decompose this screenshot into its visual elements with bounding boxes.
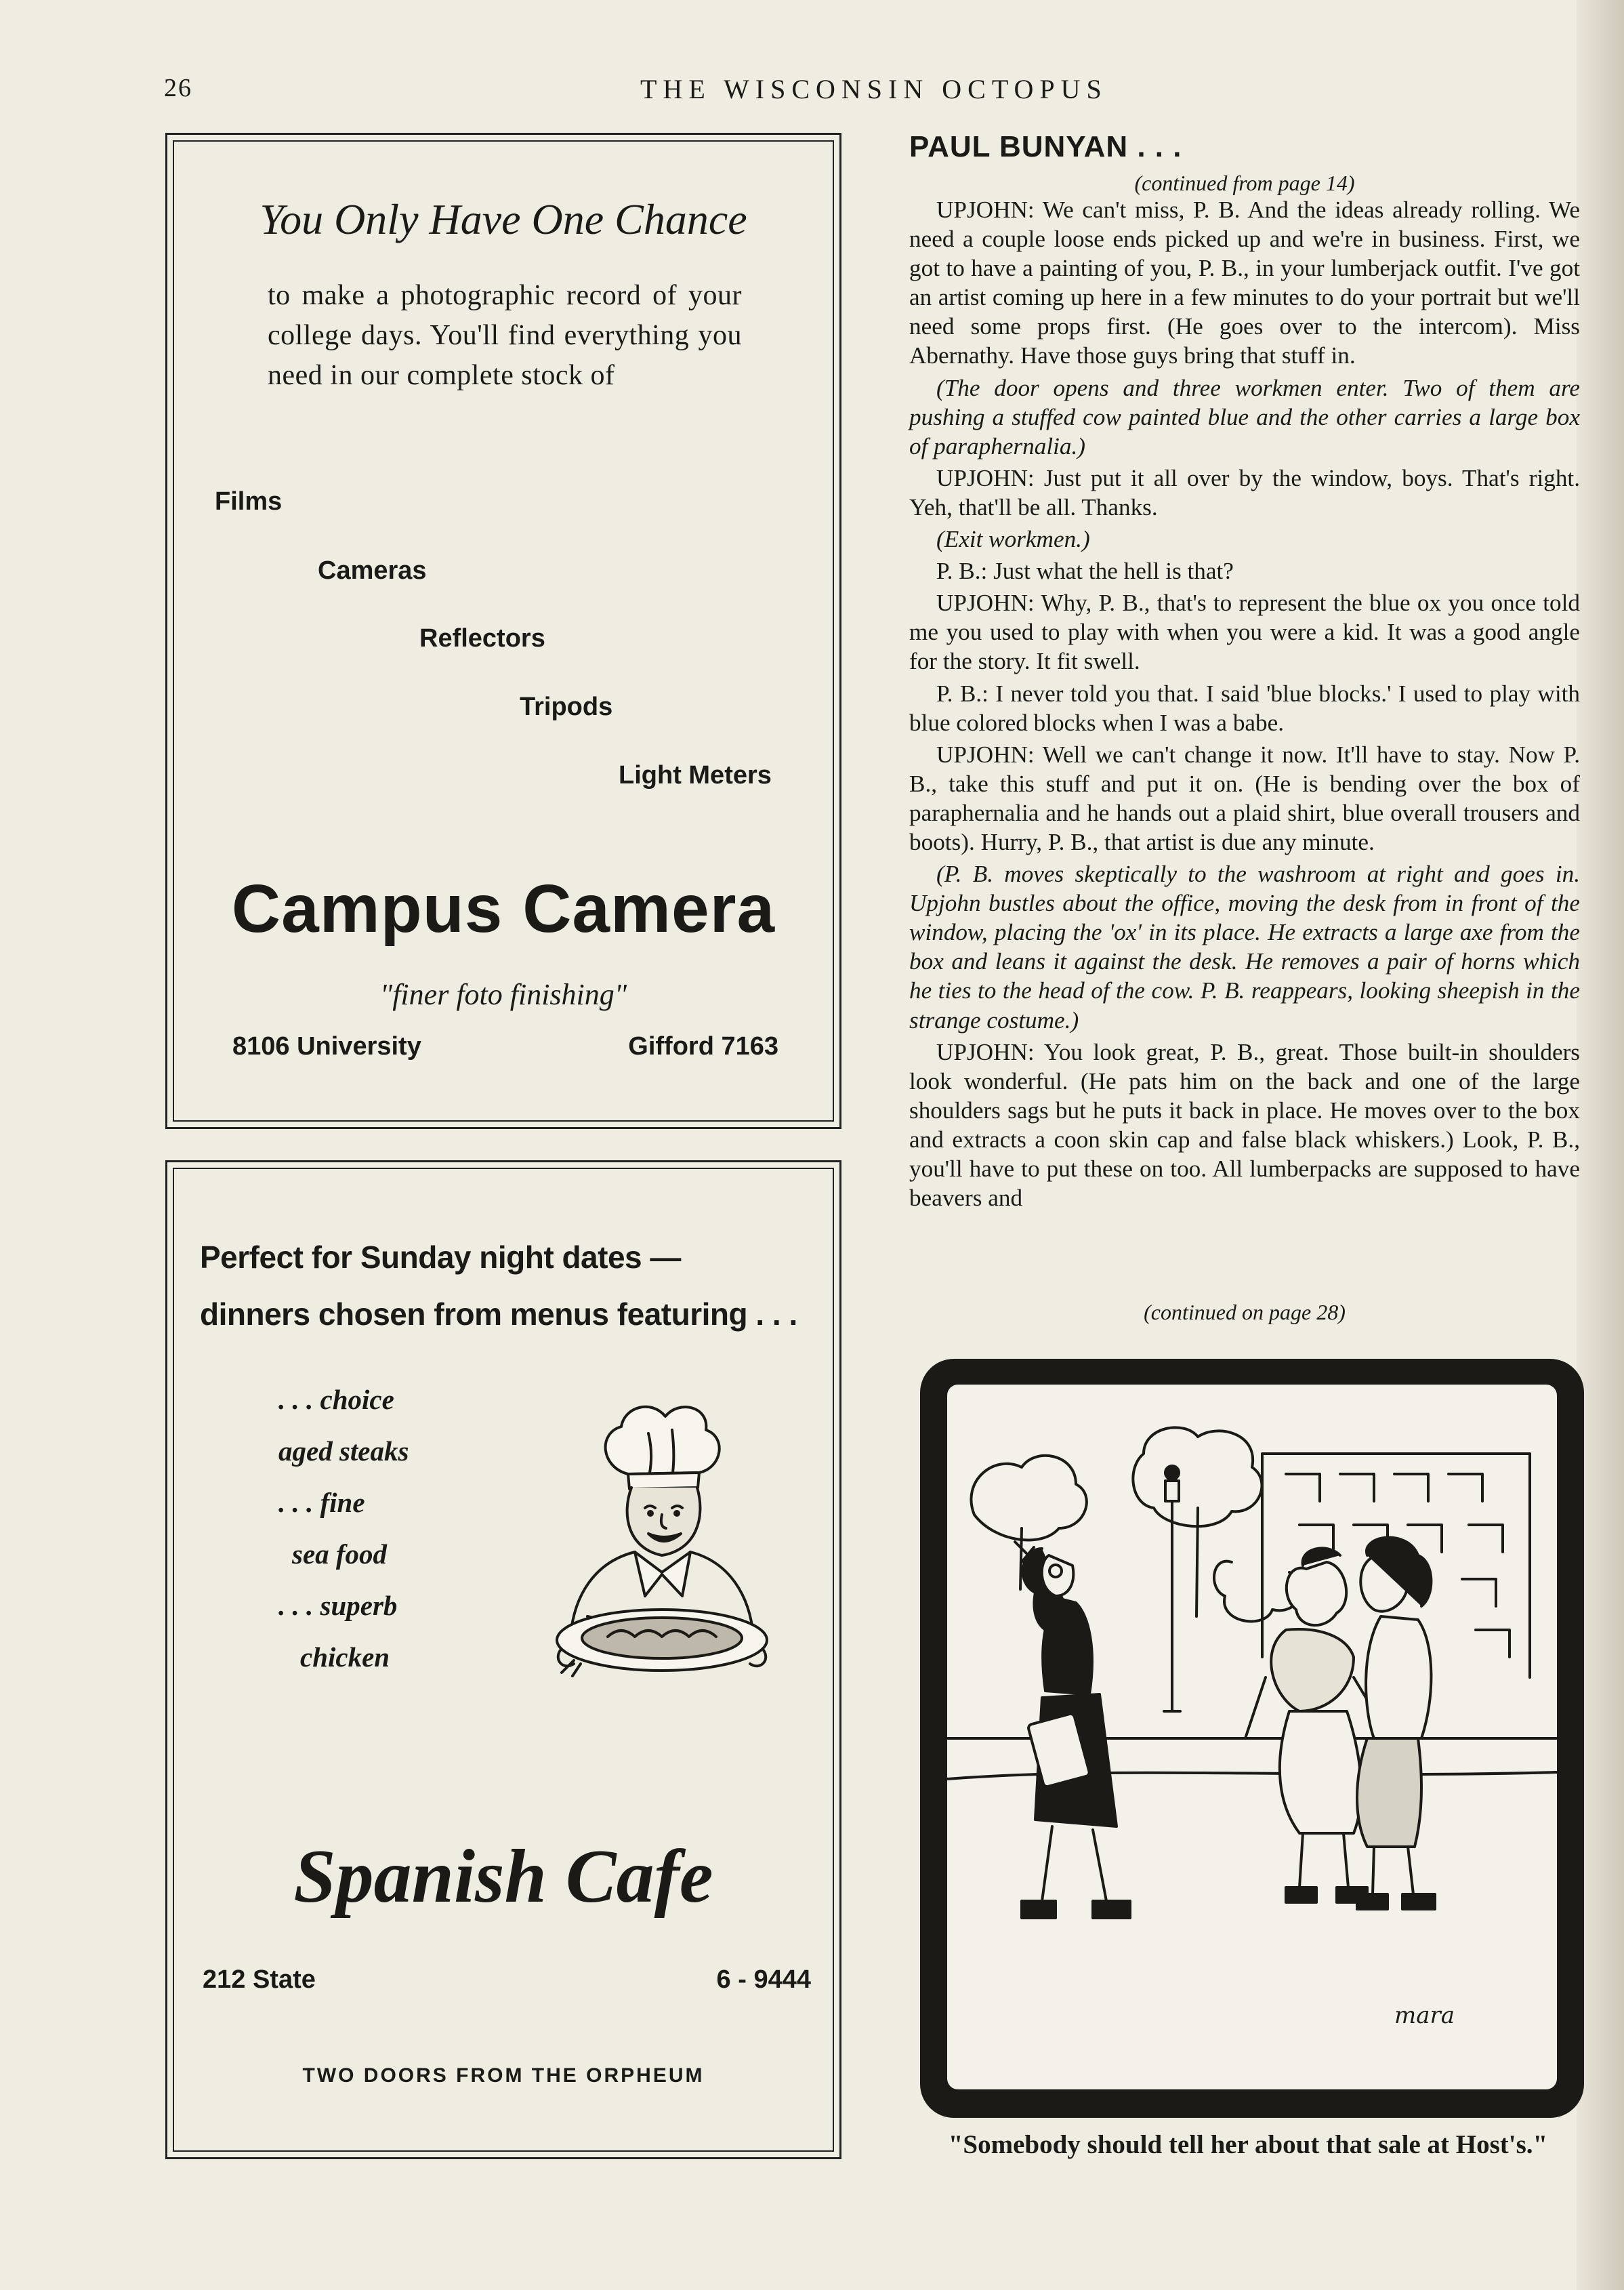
menu-line: aged steaks [278, 1435, 409, 1467]
menu-line: . . . fine [278, 1487, 365, 1518]
ad-headline-line: Perfect for Sunday night dates — [200, 1240, 681, 1275]
cartoon-illustration [920, 1359, 1584, 2118]
paragraph: UPJOHN: Just put it all over by the window, boys. That's right. Yeh, that'll be all. Thanks. [909, 464, 1580, 520]
stage-direction: (The door opens and three workmen enter. Two of them are pushing a stuffed cow painted blue and the other carries a large box of paraphernalia.) [909, 374, 1580, 459]
continued-on-note: (continued on page 28) [1144, 1300, 1346, 1324]
spanish-cafe-ad [165, 1160, 841, 2159]
menu-line: sea food [292, 1538, 388, 1570]
address: 8106 University [232, 1032, 421, 1061]
article-body [909, 195, 1580, 1215]
ad-headline: You Only Have One Chance [259, 195, 747, 243]
address: 212 State [203, 1965, 316, 1994]
paragraph: UPJOHN: We can't miss, P. B. And the ideas already rolling. We need a couple loose ends picked up and we're in business. First, we got to have a painting of you, P. B., in your lumberjack outfit. I've got an artist coming up here in a few minutes to do your portrait but we'll need some props first. (He goes over to the intercom). Miss Abernathy. Have those guys bring that stuff in. [909, 197, 1580, 369]
ad-footer: TWO DOORS FROM THE ORPHEUM [302, 2064, 705, 2087]
continued-from-note: (continued from page 14) [1134, 171, 1355, 195]
paragraph: UPJOHN: Why, P. B., that's to represent the blue ox you once told me you used to play with when you were a kid. It was a good angle for the story. It fit swell. [909, 590, 1580, 675]
page-number: 26 [164, 74, 192, 102]
product-item-films: Films [215, 487, 283, 516]
menu-line: . . . superb [278, 1590, 398, 1621]
article-title: PAUL BUNYAN . . . [909, 130, 1182, 163]
ad-body-text: to make a photographic record of your college days. You'll find everything you need in our complete stock of [268, 280, 742, 391]
product-item-tripods: Tripods [520, 693, 613, 721]
menu-line: . . . choice [278, 1384, 394, 1415]
ad-headline-line: dinners chosen from menus featuring . . . [200, 1296, 797, 1332]
product-item-light-meters: Light Meters [619, 761, 772, 790]
campus-camera-ad [165, 133, 841, 1129]
phone-number: 6 - 9444 [716, 1965, 811, 1994]
tagline: "finer foto finishing" [379, 978, 627, 1011]
paragraph: UPJOHN: Well we can't change it now. It'll have to stay. Now P. B., take this stuff and put it on. (He is bending over the box of paraphernalia and he hands out a plaid shirt, blue overall trousers and boots). Hurry, P. B., that artist is due any minute. [909, 741, 1580, 855]
cartoon-caption: "Somebody should tell her about that sale at Host's." [948, 2130, 1548, 2159]
product-item-cameras: Cameras [318, 556, 427, 585]
paragraph: P. B.: Just what the hell is that? [936, 558, 1234, 585]
chef-illustration [533, 1393, 791, 1677]
paragraph: UPJOHN: You look great, P. B., great. Those built-in shoulders look wonderful. (He pats him on the back and one of the large shoulders sags but he puts it back in place. He moves over to the box and extracts a coon skin cap and false black whiskers.) Look, P. B., you'll have to put these on too. All lumberpacks are supposed to have beavers and [909, 1038, 1580, 1212]
ad-headline [200, 1229, 812, 1343]
menu-line: chicken [300, 1641, 390, 1673]
product-item-reflectors: Reflectors [419, 624, 545, 653]
brand-name: Spanish Cafe [293, 1835, 713, 1919]
paragraph: P. B.: I never told you that. I said 'blue blocks.' I used to play with blue colored blocks when I was a babe. [909, 680, 1580, 736]
phone-number: Gifford 7163 [628, 1032, 778, 1061]
stage-direction: (Exit workmen.) [936, 526, 1090, 553]
brand-name: Campus Camera [231, 871, 776, 947]
artist-signature: mara [1394, 2002, 1455, 2029]
stage-direction: (P. B. moves skeptically to the washroom at right and goes in. Upjohn bustles about the office, moving the desk from in front of the window, placing the 'ox' in its place. He extracts a large axe from the box and leans it against the desk. He removes a pair of horns which he ties to the head of the cow. P. B. reappears, looking sheepish in the strange costume.) [909, 861, 1580, 1034]
running-head: THE WISCONSIN OCTOPUS [640, 74, 1108, 104]
